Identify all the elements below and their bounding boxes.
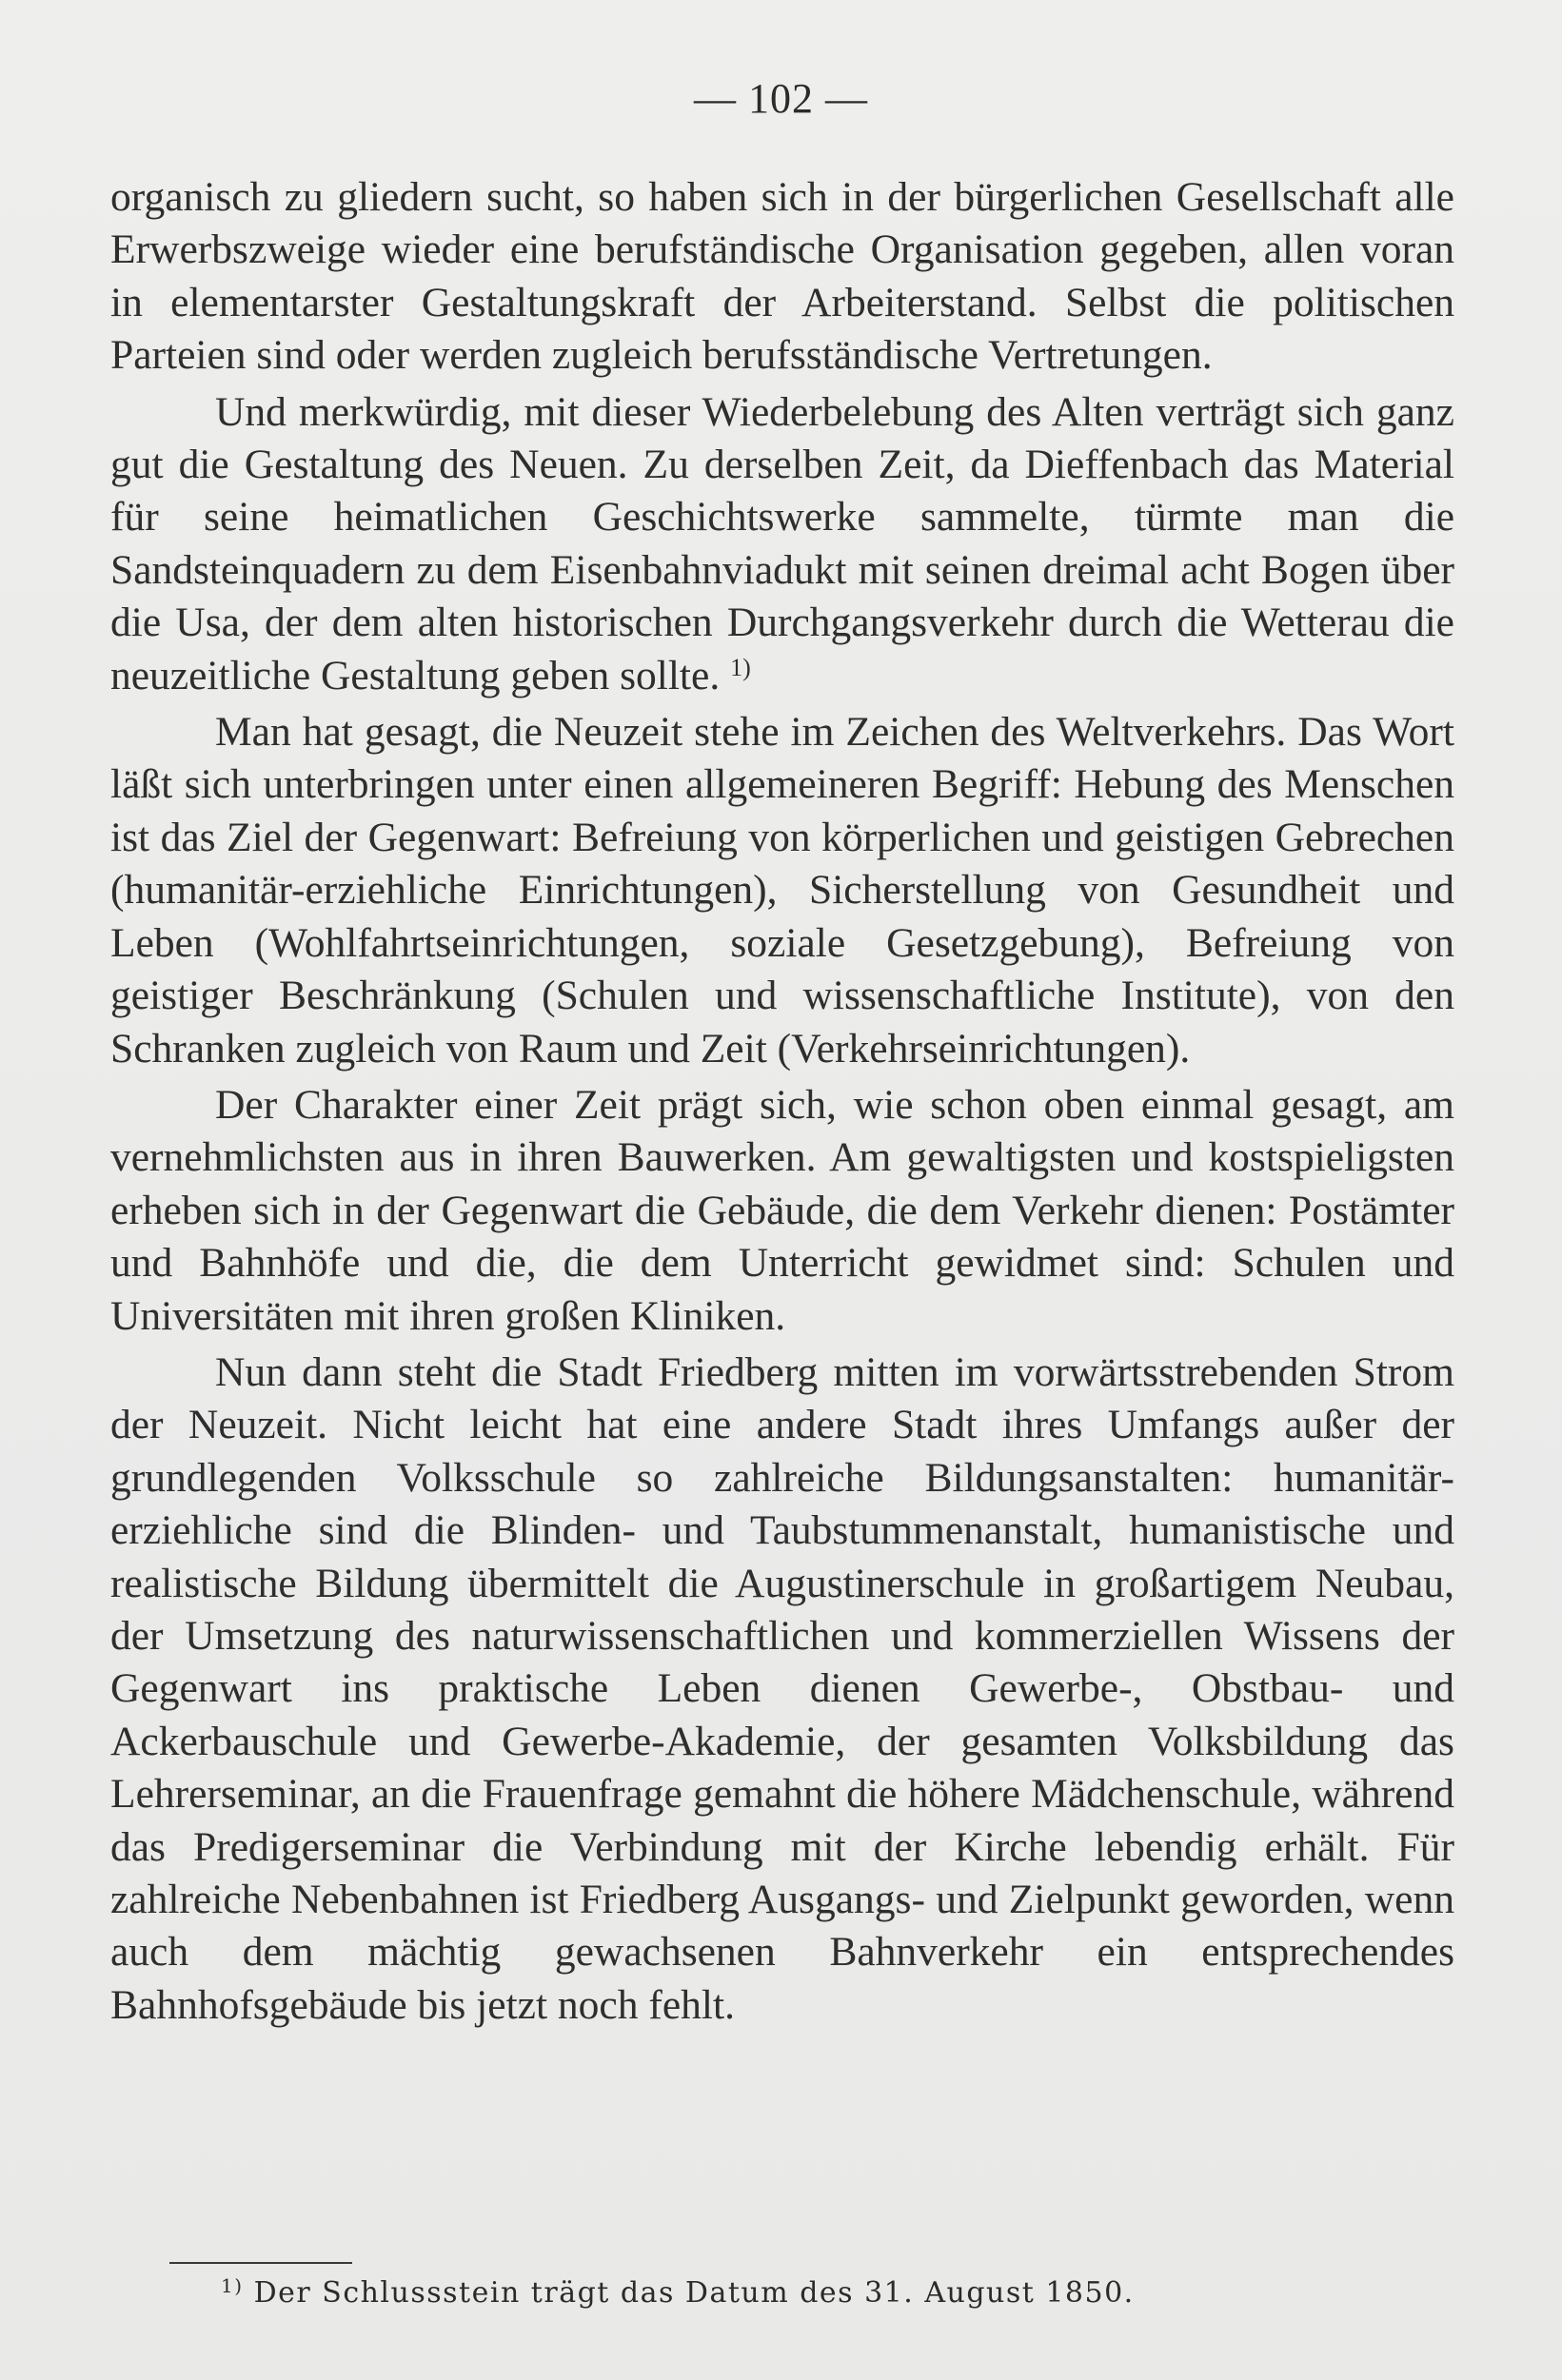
footnote [221,2276,1135,2310]
paragraph-1: organisch zu gliedern sucht, so haben sich in der bürgerlichen Gesellschaft alle Erwerbszweige wieder eine berufständische Organisation gegeben, allen voran in elementarster Gestaltungskraft der Arbeiterstand. Selbst die politischen Parteien sind oder werden zugleich berufsständische Vertretungen. [110,174,1454,379]
footnote-divider [169,2262,352,2264]
paragraph-2 [110,386,1454,702]
paragraph-3: Man hat gesagt, die Neuzeit stehe im Zeichen des Weltverkehrs. Das Wort läßt sich unterbringen unter einen allgemeineren Begriff: Hebung des Menschen ist das Ziel der Gegenwart: Befreiung von körperlichen und geistigen Gebrechen (humanitär-erziehliche Einrichtungen), Sicherstellung von Gesundheit und Leben (Wohlfahrtseinrichtungen, soziale Gesetzgebung), Befreiung von geistiger Beschränkung (Schulen und wissenschaftliche Institute), von den Schranken zugleich von Raum und Zeit (Verkehrseinrichtungen). [110,709,1454,1072]
footnote-text: Der Schlussstein trägt das Datum des 31. August 1850. [253,2276,1135,2310]
paragraph-4: Der Charakter einer Zeit prägt sich, wie schon oben einmal gesagt, am vernehmlichsten aus in ihren Bauwerken. Am gewaltigsten und kostspieligsten erheben sich in der Gegenwart die Gebäude, die dem Verkehr dienen: Postämter und Bahnhöfe und die, die dem Unterricht gewidmet sind: Schulen und Universitäten mit ihren großen Kliniken. [110,1081,1454,1339]
footnote-marker: 1) [221,2274,244,2297]
footnote-reference: 1) [730,653,751,681]
paragraph-5: Nun dann steht die Stadt Friedberg mitten im vorwärtsstrebenden Strom der Neuzeit. Nicht leicht hat eine andere Stadt ihres Umfangs außer der grundlegenden Volksschule so zahlreiche Bildungsanstalten: humanitär-erziehliche sind die Blinden- und Taubstummenanstalt, humanistische und realistische Bildung übermittelt die Augustinerschule in großartigem Neubau, der Umsetzung des naturwissenschaftlichen und kommerziellen Wissens der Gegenwart ins praktische Leben dienen Gewerbe-, Obstbau- und Ackerbauschule und Gewerbe-Akademie, der gesamten Volksbildung das Lehrerseminar, an die Frauenfrage gemahnt die höhere Mädchenschule, während das Predigerseminar die Verbindung mit der Kirche lebendig erhält. Für zahlreiche Nebenbahnen ist Friedberg Ausgangs- und Zielpunkt geworden, wenn auch dem mächtig gewachsenen Bahnverkehr ein entsprechendes Bahnhofsgebäude bis jetzt noch fehlt. [110,1348,1454,2028]
body-text [110,171,1454,2032]
paragraph-2-text: Und merkwürdig, mit dieser Wiederbelebung des Alten verträgt sich ganz gut die Gestaltung des Neuen. Zu derselben Zeit, da Dieffenbach das Material für seine heimatlichen Geschichtswerke sammelte, türmte man die Sandsteinquadern zu dem Eisenbahnviadukt mit seinen dreimal acht Bogen über die Usa, der dem alten historischen Durchgangsverkehr durch die Wetterau die neuzeitliche Gestaltung geben sollte. [110,388,1454,698]
page-number: — 102 — [694,75,868,122]
